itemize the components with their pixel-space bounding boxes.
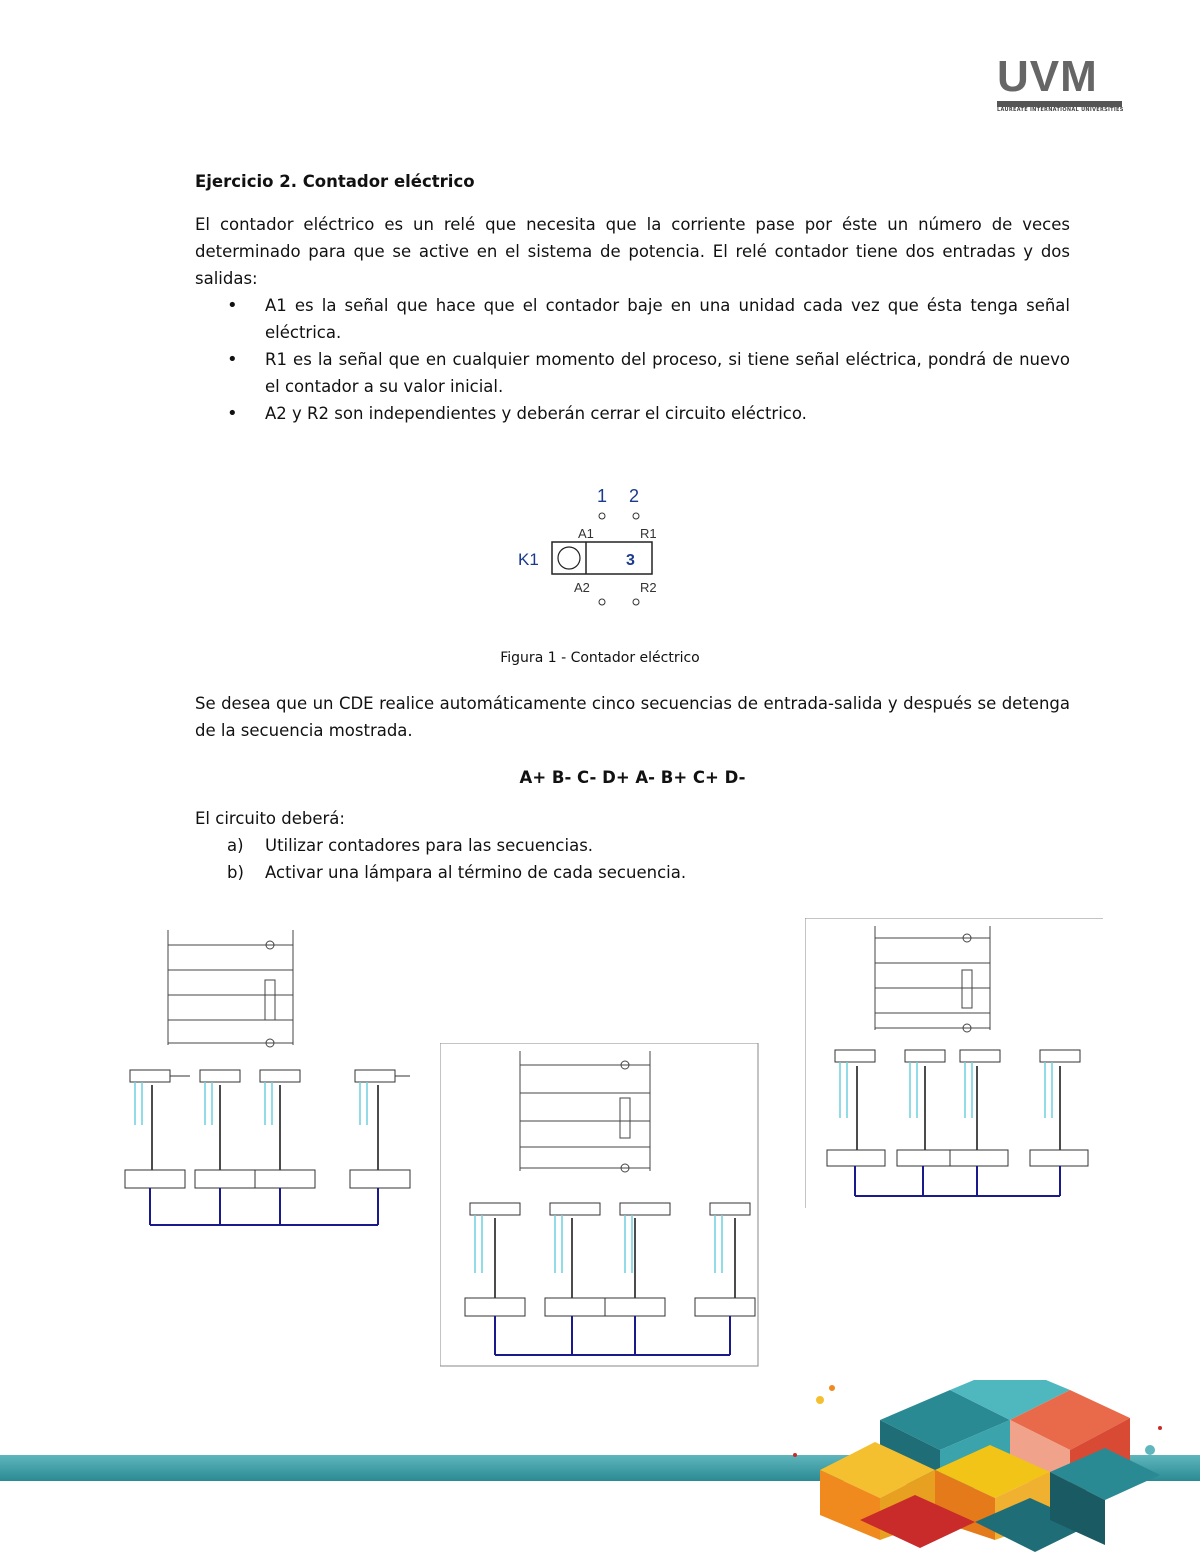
logo-text: UVM <box>997 52 1098 101</box>
figure-caption: Figura 1 - Contador eléctrico <box>500 650 700 666</box>
main-content <box>195 168 1070 427</box>
terminal-1-label: 1 <box>597 486 608 506</box>
decorative-footer <box>0 1380 1200 1553</box>
r2-label: R2 <box>640 580 657 595</box>
requirement-item <box>227 859 1070 886</box>
dot-decoration <box>1145 1445 1155 1455</box>
second-section <box>195 690 1070 886</box>
terminal-a2-node <box>599 599 605 605</box>
sequence: A+ B- C- D+ A- B+ C+ D- <box>519 768 746 787</box>
intro-paragraph: El contador eléctrico es un relé que necesita que la corriente pase por éste un número de veces determinado para que se active en el sistema de potencia. El relé contador tiene dos entradas y dos salidas: <box>195 215 1070 288</box>
circuit-diagram-3 <box>805 918 1105 1210</box>
requirements-list <box>195 832 1070 886</box>
logo-subtitle: LAUREATE INTERNATIONAL UNIVERSITIES <box>997 107 1124 113</box>
a1-label: A1 <box>578 526 594 541</box>
requirement-text: Utilizar contadores para las secuencias. <box>265 836 594 855</box>
relay-label: K1 <box>518 550 539 569</box>
terminal-1-node <box>599 513 605 519</box>
terminal-2-node <box>633 513 639 519</box>
dot-decoration <box>829 1385 835 1391</box>
uvm-logo <box>997 52 1124 113</box>
r1-label: R1 <box>640 526 657 541</box>
terminal-2-label: 2 <box>629 486 640 506</box>
a2-label: A2 <box>574 580 590 595</box>
circuit-diagram-1 <box>110 925 425 1240</box>
requirement-item <box>227 832 1070 859</box>
counter-value: 3 <box>626 552 635 569</box>
cube-cluster-icon <box>820 1380 1160 1552</box>
relay-coil-icon <box>558 547 580 569</box>
task-paragraph: Se desea que un CDE realice automáticamente cinco secuencias de entrada-salida y después se detenga de la secuencia mostrada. <box>195 694 1070 740</box>
requirement-marker: b) <box>227 863 244 882</box>
dot-decoration <box>793 1453 797 1457</box>
dot-decoration <box>816 1396 824 1404</box>
circuit-diagram-2 <box>440 1043 760 1368</box>
bullet-item: • R1 es la señal que en cualquier momento del proceso, si tiene señal eléctrica, pondrá de nuevo el contador a su valor inicial. <box>265 346 1070 400</box>
counter-relay-figure <box>512 480 692 610</box>
bullet-item: • A2 y R2 son independientes y deberán cerrar el circuito eléctrico. <box>265 400 1070 427</box>
requirement-marker: a) <box>227 836 244 855</box>
terminal-r2-node <box>633 599 639 605</box>
exercise-title: Ejercicio 2. Contador eléctrico <box>195 172 475 191</box>
requirement-text: Activar una lámpara al término de cada secuencia. <box>265 863 687 882</box>
bullet-item: • A1 es la señal que hace que el contador baje en una unidad cada vez que ésta tenga señal eléctrica. <box>265 292 1070 346</box>
requirements-intro: El circuito deberá: <box>195 809 345 828</box>
dot-decoration <box>1158 1426 1162 1430</box>
bullet-list <box>195 292 1070 427</box>
